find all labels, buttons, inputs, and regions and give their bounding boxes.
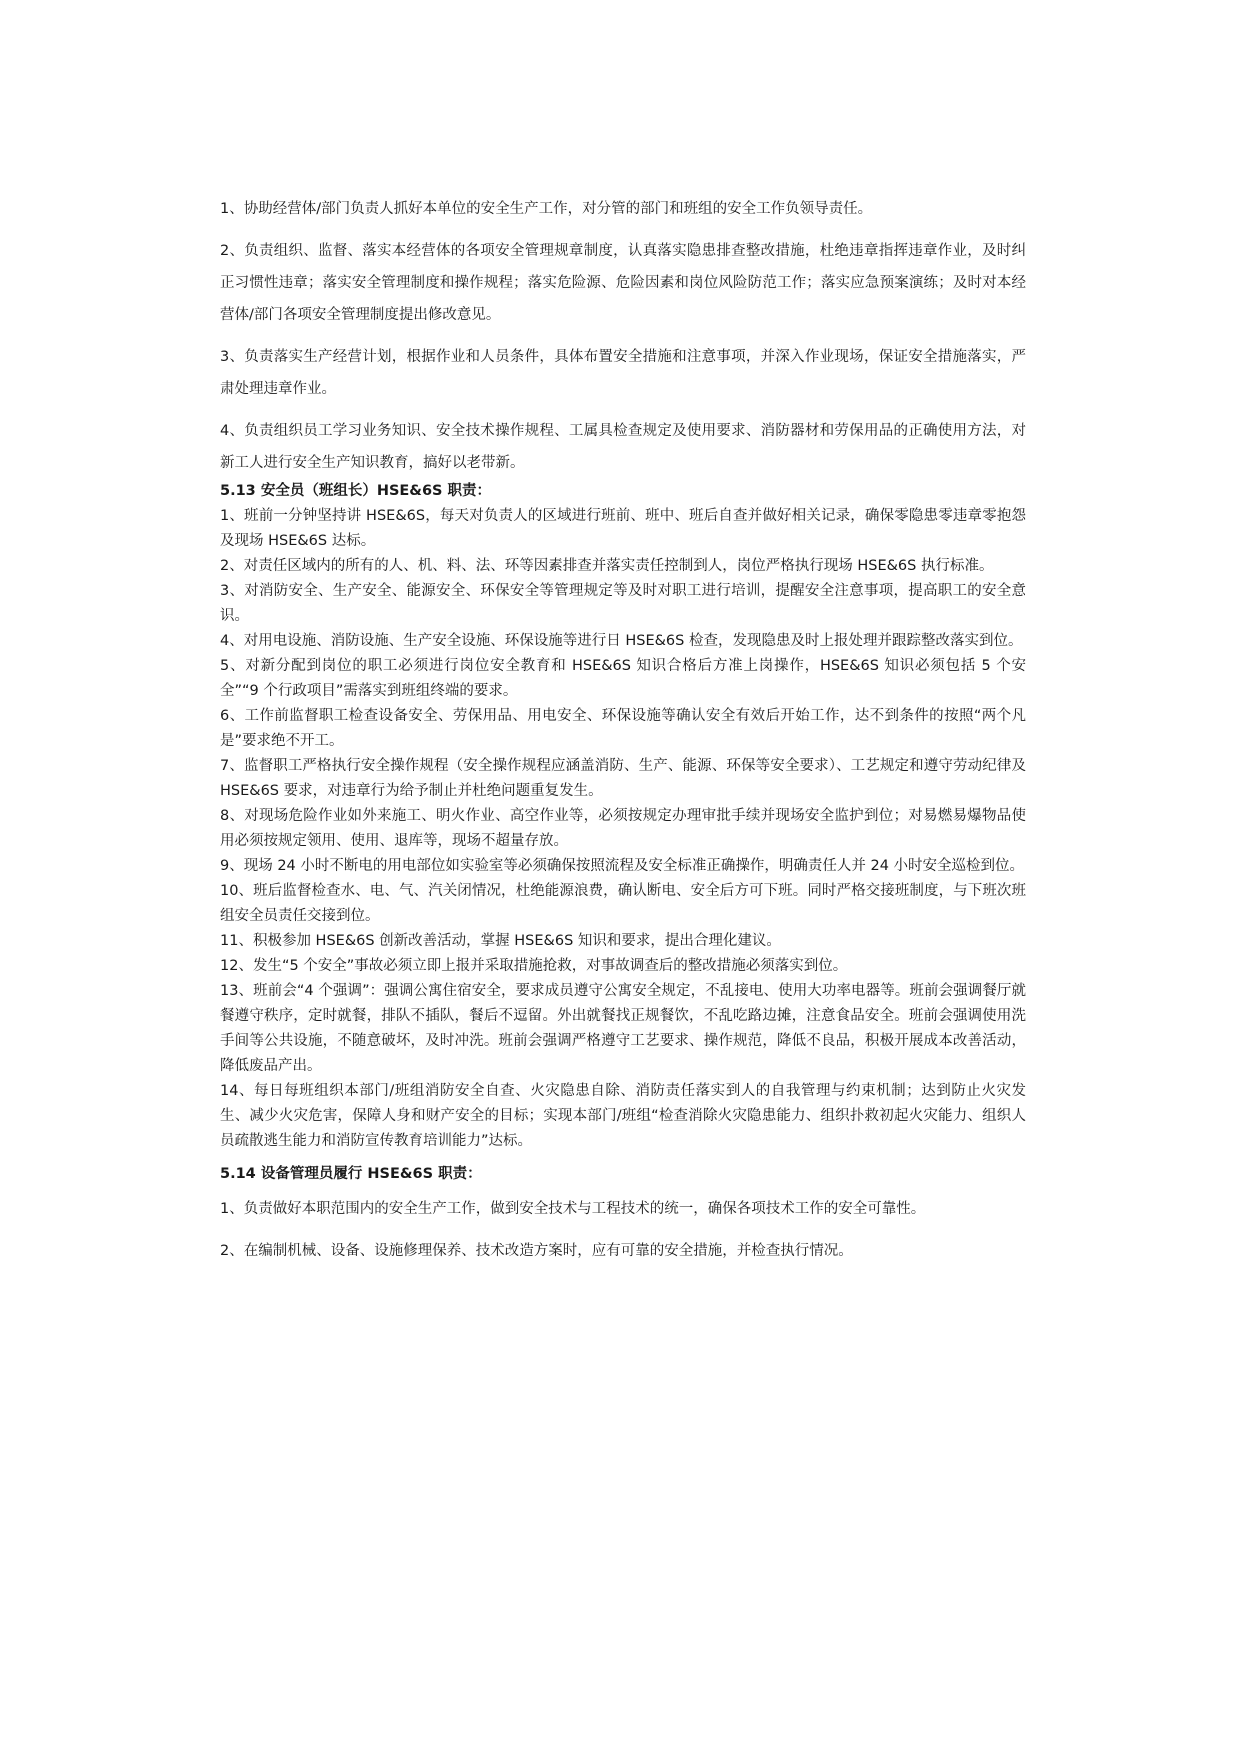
section-leader-duties [220, 193, 1026, 479]
section-heading-5-14: 5.14 设备管理员履行 HSE&6S 职责： [220, 1166, 482, 1182]
list-item: 4、对用电设施、消防设施、生产安全设施、环保设施等进行日 HSE&6S 检查，发现隐患及时上报处理并跟踪整改落实到位。 [220, 633, 1023, 649]
document-body [220, 193, 1026, 1277]
list-item: 2、在编制机械、设备、设施修理保养、技术改造方案时，应有可靠的安全措施，并检查执行情况。 [220, 1243, 853, 1259]
list-item: 1、协助经营体/部门负责人抓好本单位的安全生产工作，对分管的部门和班组的安全工作负领导责任。 [220, 201, 873, 217]
list-item: 4、负责组织员工学习业务知识、安全技术操作规程、工属具检查规定及使用要求、消防器材和劳保用品的正确使用方法，对新工人进行安全生产知识教育，搞好以老带新。 [220, 423, 1026, 471]
section-heading-5-13: 5.13 安全员（班组长）HSE&6S 职责： [220, 483, 492, 499]
list-item: 3、对消防安全、生产安全、能源安全、环保安全等管理规定等及时对职工进行培训，提醒安全注意事项，提高职工的安全意识。 [220, 583, 1026, 624]
list-item: 1、负责做好本职范围内的安全生产工作，做到安全技术与工程技术的统一，确保各项技术工作的安全可靠性。 [220, 1201, 926, 1217]
list-item: 5、对新分配到岗位的职工必须进行岗位安全教育和 HSE&6S 知识合格后方准上岗操作，HSE&6S 知识必须包括 5 个安全”“9 个行政项目”需落实到班组终端的要求。 [220, 658, 1026, 699]
list-item: 8、对现场危险作业如外来施工、明火作业、高空作业等，必须按规定办理审批手续并现场安全监护到位；对易燃易爆物品使用必须按规定领用、使用、退库等，现场不超量存放。 [220, 808, 1026, 849]
list-item: 12、发生“5 个安全”事故必须立即上报并采取措施抢救，对事故调查后的整改措施必须落实到位。 [220, 958, 848, 974]
list-item: 9、现场 24 小时不断电的用电部位如实验室等必须确保按照流程及安全标准正确操作，明确责任人并 24 小时安全巡检到位。 [220, 858, 1025, 874]
list-item: 1、班前一分钟坚持讲 HSE&6S，每天对负责人的区域进行班前、班中、班后自查并做好相关记录，确保零隐患零违章零抱怨及现场 HSE&6S 达标。 [220, 508, 1026, 549]
list-item: 11、积极参加 HSE&6S 创新改善活动，掌握 HSE&6S 知识和要求，提出合理化建议。 [220, 933, 781, 949]
list-item: 10、班后监督检查水、电、气、汽关闭情况，杜绝能源浪费，确认断电、安全后方可下班。同时严格交接班制度，与下班次班组安全员责任交接到位。 [220, 883, 1026, 924]
list-item: 6、工作前监督职工检查设备安全、劳保用品、用电安全、环保设施等确认安全有效后开始工作，达不到条件的按照“两个凡是”要求绝不开工。 [220, 708, 1026, 749]
list-item: 14、每日每班组织本部门/班组消防安全自查、火灾隐患自除、消防责任落实到人的自我管理与约束机制；达到防止火灾发生、减少火灾危害，保障人身和财产安全的目标；实现本部门/班组“检查消除火灾隐患能力、组织扑救初起火灾能力、组织人员疏散逃生能力和消防宣传教育培训能力”达标。 [220, 1083, 1026, 1149]
list-item: 3、负责落实生产经营计划，根据作业和人员条件，具体布置安全措施和注意事项，并深入作业现场，保证安全措施落实，严肃处理违章作业。 [220, 349, 1026, 397]
list-item: 13、班前会“4 个强调”：强调公寓住宿安全，要求成员遵守公寓安全规定，不乱接电、使用大功率电器等。班前会强调餐厅就餐遵守秩序，定时就餐，排队不插队，餐后不逗留。外出就餐找正规餐饮，不乱吃路边摊，注意食品安全。班前会强调使用洗手间等公共设施，不随意破坏，及时冲洗。班前会强调严格遵守工艺要求、操作规范，降低不良品，积极开展成本改善活动，降低废品产出。 [220, 983, 1026, 1074]
section-5-13 [220, 479, 1026, 1154]
list-item: 2、对责任区域内的所有的人、机、料、法、环等因素排查并落实责任控制到人，岗位严格执行现场 HSE&6S 执行标准。 [220, 558, 994, 574]
list-item: 2、负责组织、监督、落实本经营体的各项安全管理规章制度，认真落实隐患排查整改措施，杜绝违章指挥违章作业，及时纠正习惯性违章；落实安全管理制度和操作规程；落实危险源、危险因素和岗位风险防范工作；落实应急预案演练；及时对本经营体/部门各项安全管理制度提出修改意见。 [220, 243, 1026, 323]
section-5-14 [220, 1162, 1026, 1267]
list-item: 7、监督职工严格执行安全操作规程（安全操作规程应涵盖消防、生产、能源、环保等安全要求）、工艺规定和遵守劳动纪律及 HSE&6S 要求，对违章行为给予制止并杜绝问题重复发生。 [220, 758, 1026, 799]
